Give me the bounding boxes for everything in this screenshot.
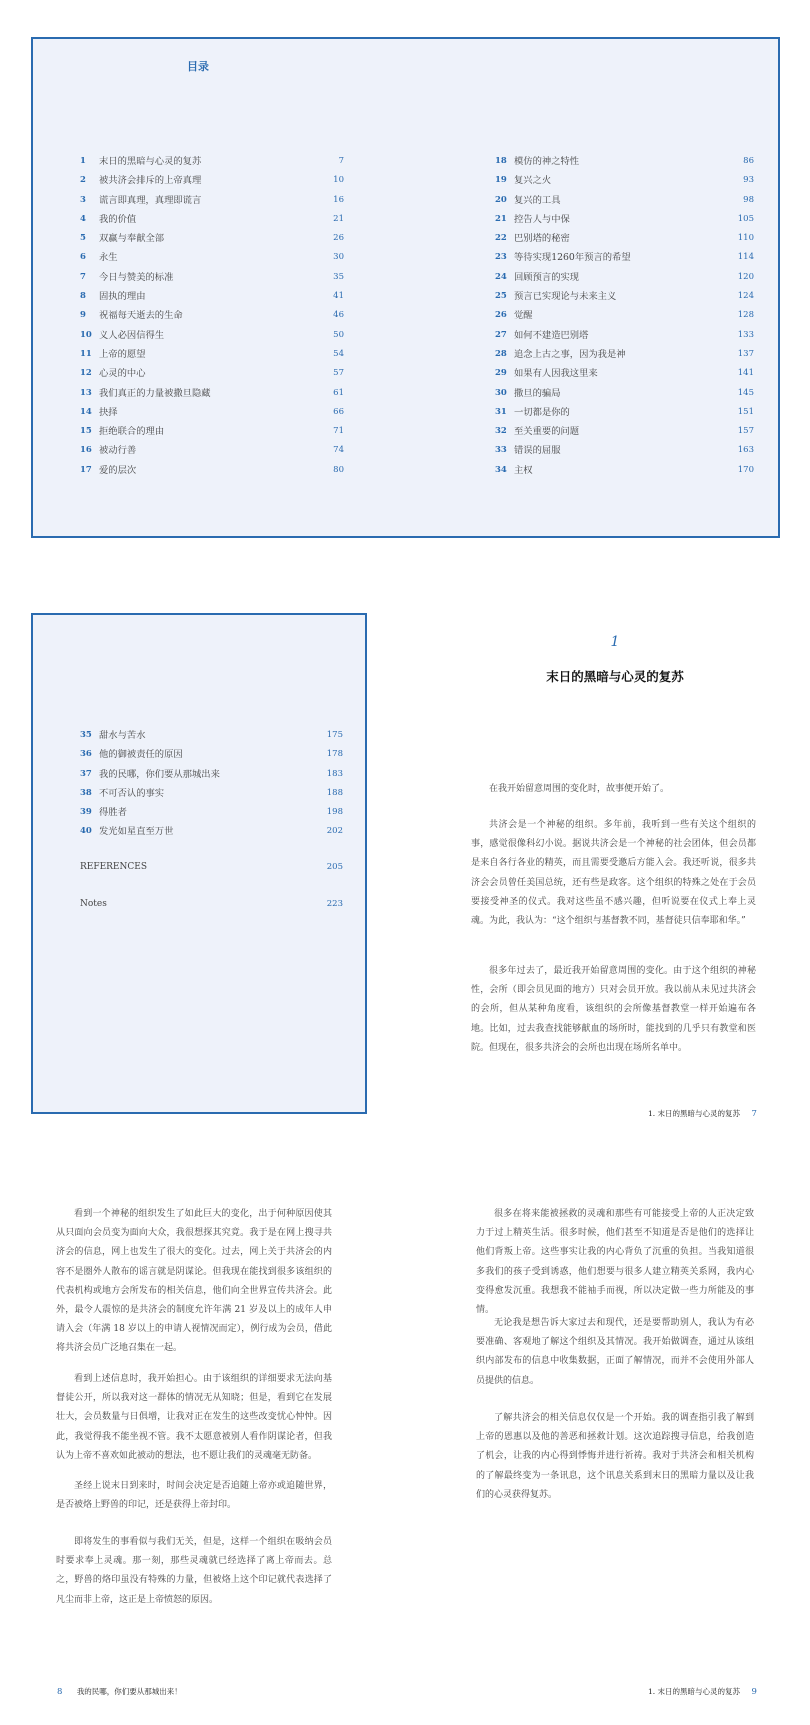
toc-entry-number: 13 [80,387,92,398]
toc-entry[interactable] [495,306,754,325]
toc-entry-page: 110 [737,233,754,244]
toc-entry-title: 被动行善 [99,445,137,457]
toc-entry-number: 34 [495,464,507,475]
toc-entry[interactable] [80,287,344,306]
toc-entry-title: 回顾预言的实现 [514,271,580,283]
toc-entry-page: 16 [333,194,344,205]
toc-entry-number: 30 [495,387,507,398]
toc-entry-number: 38 [80,787,92,798]
toc-entry-page: 46 [333,310,344,321]
toc-entry-title: 预言已实现论与未来主义 [514,291,617,303]
toc-entry-number: 17 [80,464,92,475]
toc-entry-title: 我的价值 [99,213,137,225]
toc-entry[interactable] [495,422,754,441]
toc-entry-page: 124 [737,291,754,302]
toc-entry-number: 15 [80,426,92,437]
toc-entry[interactable] [80,152,344,171]
toc-entry-title: 上帝的愿望 [99,348,146,360]
toc-entry[interactable] [80,191,344,210]
toc-entry-number: 35 [80,730,92,740]
toc-entry-page: 198 [326,807,343,818]
toc-entry-page: 151 [737,406,754,417]
toc-entry-number: 2 [80,175,86,186]
page8-paragraph-4: 即将发生的事看似与我们无关，但是，这样一个组织在吸纳会员时要求奉上灵魂。那一刻，那些灵魂就已经选择了离上帝而去。总之，野兽的烙印虽没有特殊的力量，但被烙上这个印记就代表选择了凡尘而非上帝，这正是上帝愤怒的原因。 [56,1537,332,1605]
toc-entry-title: 控告人与中保 [514,213,570,225]
toc-entry[interactable] [495,268,754,287]
toc-entry[interactable] [495,191,754,210]
toc-references[interactable] [80,862,343,872]
toc-entry-title: 觉醒 [514,310,533,322]
toc-entry-page: 133 [737,329,754,340]
toc-entry-title: 复兴之火 [514,175,552,187]
toc-entry[interactable] [80,364,344,383]
toc-entry-number: 22 [495,233,507,244]
toc-entry-page: 178 [326,749,343,760]
toc-entry-number: 10 [80,329,92,340]
page8-number: 8 [57,1687,63,1697]
toc-entry-title: 得胜者 [99,807,127,819]
toc-entry[interactable] [80,784,343,803]
toc-entry-title: 一切都是你的 [514,406,570,418]
toc-entry[interactable] [495,384,754,403]
toc-entry-title: 祝福每天逝去的生命 [99,310,183,322]
toc-entry-title: 追念上古之事，因为我是神 [514,348,626,360]
toc-entry[interactable] [495,364,754,383]
toc-entry-number: 27 [495,329,507,340]
toc-entry-page: 98 [743,194,754,205]
toc-entry[interactable] [80,229,344,248]
toc-entry-number: 18 [495,156,507,166]
toc-entry-title: 永生 [99,252,118,264]
toc-entry[interactable] [80,822,343,841]
toc-entry[interactable] [80,345,344,364]
toc-entry[interactable] [80,268,344,287]
toc-entry-number: 21 [495,213,507,224]
toc-entry-title: 错误的屈服 [514,445,561,457]
page7-running-head: 1. 末日的黑暗与心灵的复苏 [648,1109,741,1118]
toc-entry-number: 14 [80,406,92,417]
toc-entry-title: 撒旦的骗局 [514,387,561,399]
toc-entry-page: 41 [333,291,344,302]
toc-entry-page: 61 [333,387,344,398]
toc-entry-page: 141 [737,368,754,379]
toc-entry-title: 模仿的神之特性 [514,156,580,167]
toc-entry-number: 19 [495,175,507,186]
toc-entry-page: 188 [326,787,343,798]
toc-entry-number: 4 [80,213,86,224]
page7-footer [648,1108,757,1119]
toc-entry-title: 被共济会排斥的上帝真理 [99,175,202,187]
page9-paragraph-2: 无论我是想告诉大家过去和现代，还是要帮助别人，我认为有必要准确、客观地了解这个组织及其情况。我开始做调查，通过从该组织内部发布的信息中收集数据，正面了解情况，而并不会使用外部人员提供的信息。 [476,1318,754,1386]
toc-entry[interactable] [80,726,343,745]
page8-paragraph-3: 圣经上说末日到来时，时间会决定是否追随上帝亦或追随世界，是否被烙上野兽的印记，还是获得上帝封印。 [56,1481,332,1511]
toc-entry[interactable] [495,461,754,480]
toc-entry-title: 复兴的工具 [514,194,561,206]
toc-entry[interactable] [80,765,343,784]
toc-entry-page: 21 [333,213,344,224]
toc-entry-title: 今日与赞美的标准 [99,271,174,283]
toc-entry-page: 175 [326,730,343,740]
toc-entry[interactable] [80,441,344,460]
toc-notes[interactable] [80,899,343,909]
toc-entry-number: 7 [80,271,86,282]
page7-paragraph-3: 很多年过去了，最近我开始留意周围的变化。由于这个组织的神秘性，会所（即会员见面的地方）只对会员开放。我以前从未见过共济会的会所，但从某种角度看，该组织的会所像基督教堂一样开始遍布各地。比如，过去我查找能够献血的场所时，能找到的几乎只有教堂和医院。但现在，很多共济会的会所也出现在场所名单中。 [471,966,756,1053]
toc-entry-page: 57 [333,368,344,379]
page7-paragraph-1: 在我开始留意周围的变化时，故事便开始了。 [489,784,670,794]
toc-entry[interactable] [80,384,344,403]
toc-entry-number: 23 [495,252,507,263]
page8-footer [57,1686,182,1697]
toc-entry-page: 54 [333,348,344,359]
toc-entry-number: 3 [80,194,86,205]
toc-entry-number: 31 [495,406,507,417]
toc-entry-number: 6 [80,252,86,263]
page9-paragraph-1: 很多在将来能被拯救的灵魂和那些有可能接受上帝的人正决定致力于过上精英生活。很多时候，他们甚至不知道是否是他们的选择让他们背叛上帝。这些事实让我的内心背负了沉重的负担。当我知道很多我们的孩子受到诱惑，他们想要与很多人建立精英关系网，我内心变得愈发沉重。我想我不能袖手而视，所以决定做一些力所能及的事情。 [476,1209,754,1316]
toc-entry-page: 128 [737,310,754,321]
toc-entry-page: 93 [743,175,754,186]
toc-entry-page: 114 [737,252,754,263]
toc-entry-page: 86 [743,156,754,166]
toc-entry[interactable] [80,803,343,822]
toc-entry-number: 39 [80,807,92,818]
toc-entry-page: 170 [737,464,754,475]
page9-number: 9 [751,1687,757,1697]
toc-entry-number: 24 [495,271,507,282]
toc-entry-page: 80 [333,464,344,475]
toc-entry-title: 至关重要的问题 [514,426,580,438]
toc-entry-title: 谎言即真理，真理即谎言 [99,194,202,206]
toc-entry-title: 我的民哪，你们要从那城出来 [99,768,220,780]
toc-entry-page: 71 [333,426,344,437]
toc-entry-page: 105 [737,213,754,224]
toc-entry-title: 抉择 [99,406,118,418]
toc-entry-page: 120 [737,271,754,282]
toc-entry[interactable] [80,403,344,422]
toc-entry-title: 不可否认的事实 [99,787,165,799]
toc-entry-number: 25 [495,291,507,302]
toc-entry-number: 11 [80,348,92,359]
toc-entry-page: 66 [333,406,344,417]
toc-entry-page: 183 [326,768,343,779]
toc-entry-title: 巴别塔的秘密 [514,233,570,245]
toc-entry-title: 甜水与苦水 [99,730,146,741]
toc-references-page: 205 [326,862,343,872]
toc-entry-number: 26 [495,310,507,321]
toc-entry-number: 32 [495,426,507,437]
toc-entry-title: 末日的黑暗与心灵的复苏 [99,156,202,167]
toc-entry-number: 37 [80,768,92,779]
toc-entry[interactable] [80,745,343,764]
page7-paragraph-2: 共济会是一个神秘的组织。多年前，我听到一些有关这个组织的事，感觉很像科幻小说。据说共济会是一个神秘的社会团体，但会员都是来自各行各业的精英，而且需要受邀后方能入会。我还听说，很多共济会会员曾任美国总统，还有些是政客。这个组织的特殊之处在于会员要接受神圣的仪式。我对这些虽不感兴趣，但听说要在仪式上奉上灵魂。为此，我认为：“这个组织与基督教不同，基督徒只信奉耶和华。” [471,820,756,927]
toc-entry[interactable] [495,441,754,460]
toc-entry-title: 如果有人因我这里来 [514,368,598,380]
toc-box-1 [31,37,780,538]
toc-entry[interactable] [80,326,344,345]
toc-entry-title: 如何不建造巴别塔 [514,329,589,341]
toc-entry[interactable] [495,345,754,364]
toc-entry-title: 爱的层次 [99,464,137,476]
toc-entry-page: 30 [333,252,344,263]
toc-entry-page: 35 [333,271,344,282]
toc-entry-page: 202 [326,826,343,837]
toc-entry-page: 50 [333,329,344,340]
toc-entry-number: 20 [495,194,507,205]
chapter-number: 1 [610,634,620,650]
page7-number: 7 [751,1109,757,1119]
toc-entry-title: 他的御被责任的原因 [99,749,183,761]
toc-entry-number: 1 [80,156,86,166]
toc-title: 目录 [187,60,209,73]
toc-entry-number: 33 [495,445,507,456]
toc-entry-title: 发光如星直至万世 [99,826,174,838]
toc-notes-page: 223 [326,899,343,909]
toc-entry-number: 12 [80,368,92,379]
toc-entry-number: 16 [80,445,92,456]
toc-entry-page: 157 [737,426,754,437]
page8-running-head: 我的民哪，你们要从那城出来！ [76,1687,182,1696]
toc-entry-page: 145 [737,387,754,398]
toc-entry-title: 主权 [514,464,533,476]
toc-entry-number: 29 [495,368,507,379]
toc-entry-title: 双赢与奉献全部 [99,233,165,245]
toc-entry-number: 40 [80,826,92,837]
toc-entry[interactable] [495,326,754,345]
toc-entry[interactable] [495,229,754,248]
toc-entry[interactable] [495,152,754,171]
page9-footer [648,1686,757,1697]
toc-entry-title: 拒绝联合的理由 [99,426,165,438]
toc-entry-page: 74 [333,445,344,456]
toc-entry-title: 等待实现1260年预言的希望 [514,252,631,264]
toc-entry-title: 义人必因信得生 [99,329,165,341]
chapter-title: 末日的黑暗与心灵的复苏 [546,669,684,684]
toc-entry[interactable] [495,210,754,229]
toc-entry[interactable] [495,171,754,190]
toc-entry[interactable] [80,171,344,190]
toc-column-continued [80,726,343,842]
page8-paragraph-2: 看到上述信息时，我开始担心。由于该组织的详细要求无法向基督徒公开，所以我对这一群体的情况无从知晓；但是，看到它在发展壮大，会员数量与日俱增，让我对正在发生的这些改变忧心忡忡。因此，我觉得我不能坐视不管。我不太愿意被别人看作阴谋论者，但我认为上帝不喜欢如此被动的想法，也不愿让我们的灵魂毫无防备。 [56,1374,332,1461]
toc-entry-number: 9 [80,310,86,321]
toc-entry[interactable] [80,306,344,325]
toc-column-left [80,152,344,480]
toc-entry-number: 36 [80,749,92,760]
toc-notes-label: Notes [80,899,107,909]
page9-running-head: 1. 末日的黑暗与心灵的复苏 [648,1687,741,1696]
toc-entry[interactable] [80,210,344,229]
toc-entry-title: 我们真正的力量被撒旦隐藏 [99,387,211,399]
toc-entry[interactable] [80,422,344,441]
toc-entry[interactable] [495,287,754,306]
toc-entry[interactable] [80,248,344,267]
toc-box-2 [31,613,367,1114]
toc-entry-number: 28 [495,348,507,359]
toc-column-right [495,152,754,480]
toc-entry-number: 8 [80,291,86,302]
toc-entry-number: 5 [80,233,86,244]
toc-entry[interactable] [495,403,754,422]
toc-entry-page: 137 [737,348,754,359]
toc-entry[interactable] [495,248,754,267]
toc-entry-page: 7 [338,156,344,166]
page9-paragraph-3: 了解共济会的相关信息仅仅是一个开始。我的调查指引我了解到上帝的恩惠以及他的善恶和拯救计划。这次追踪搜寻信息，给我创造了机会，让我的内心得到悸悔并进行祈祷。我对于共济会和相关机构的了解最终变为一条讯息，这个讯息关系到末日的黑暗力量以及让我们的心灵获得复苏。 [476,1413,754,1500]
toc-entry-title: 心灵的中心 [99,368,146,380]
toc-entry-title: 固执的理由 [99,291,146,303]
toc-entry-page: 163 [737,445,754,456]
toc-references-label: REFERENCES [80,862,148,872]
toc-entry-page: 26 [333,233,344,244]
toc-entry[interactable] [80,461,344,480]
page8-paragraph-1: 看到一个神秘的组织发生了如此巨大的变化，出于何种原因使其从只面向会员变为面向大众，我很想探其究竟。我于是在网上搜寻共济会的信息，网上也发生了很大的变化。过去，网上关于共济会的内容不是圈外人散布的谣言就是阴谋论。但我现在能找到很多该组织的代表机构或地方会所发布的相关信息，他们向全世界宣传共济会。此外，最令人震惊的是共济会的制度允许年满 21 岁及以上的成年人申请入会（年满 18 岁以上的申请人视情况而定），例行成为会员，借此将共济会员广泛地召集在一起。 [56,1209,332,1354]
toc-entry-page: 10 [333,175,344,186]
